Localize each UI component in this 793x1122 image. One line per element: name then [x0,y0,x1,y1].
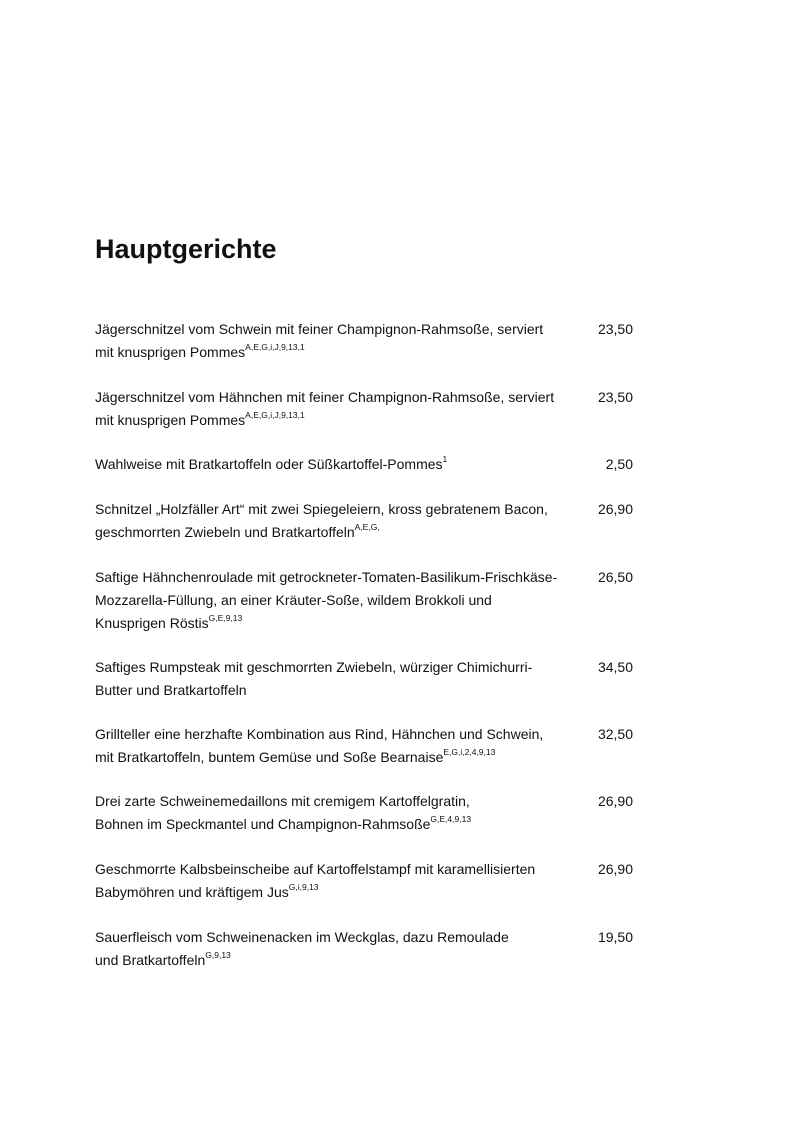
allergen-codes: A,E,G,i,J,9,13,1 [245,342,305,353]
item-description-line: Wahlweise mit Bratkartoffeln oder Süßkartoffel-Pommes$^1$ [95,454,448,472]
item-description [95,318,585,364]
item-description-line: Jägerschnitzel vom Schwein mit feiner Champignon-Rahmsoße, serviert [95,321,544,337]
item-description [95,566,585,635]
item-description-line: Sauerfleisch vom Schweinenacken im Weckglas, dazu Remoulade [95,929,509,945]
allergen-codes: G,9,13 [205,950,231,961]
item-price: 32,50 [597,726,633,742]
item-description [95,926,585,972]
item-price: 23,50 [597,321,633,337]
item-description-line: Schnitzel „Holzfäller Art“ mit zwei Spiegeleiern, kross gebratenem Bacon, [95,501,548,517]
item-description-line: Geschmorrte Kalbsbeinscheibe auf Kartoffelstampf mit karamellisierten [95,861,536,877]
item-price: 34,50 [597,659,633,675]
item-description [95,386,585,432]
allergen-codes: G,i,9,13 [288,882,319,893]
item-price: 2,50 [605,456,633,472]
item-description-line: mit knusprigen Pommes$^{A,E,G,i,J,9,13,1}$ [95,410,305,428]
item-description-line: Saftige Hähnchenroulade mit getrockneter-Tomaten-Basilikum-Frischkäse- [95,569,558,585]
allergen-codes: G,E,4,9,13 [430,814,472,825]
allergen-codes: E,G,i,2,4,9,13 [443,747,496,758]
item-price: 19,50 [597,929,633,945]
page-title: Hauptgerichte [95,234,277,264]
item-description-line: Drei zarte Schweinemedaillons mit cremigem Kartoffelgratin, [95,793,470,809]
allergen-codes: G,E,9,13 [208,613,243,624]
item-description-line: mit knusprigen Pommes$^{A,E,G,i,J,9,13,1}$ [95,342,305,360]
item-description-line: Mozzarella-Füllung, an einer Kräuter-Soße, wildem Brokkoli und [95,592,492,608]
item-description-line: Bohnen im Speckmantel und Champignon-Rahmsoße$^{G,E,4,9,13}$ [95,814,472,832]
item-description [95,723,585,769]
item-description [95,656,585,702]
item-description-line: Knusprigen Röstis$^{G,E,9,13}$ [95,613,243,631]
item-description-line: und Bratkartoffeln$^{G,9,13}$ [95,950,231,968]
item-description-line: Saftiges Rumpsteak mit geschmorrten Zwiebeln, würziger Chimichurri- [95,659,533,675]
item-description-line: Grillteller eine herzhafte Kombination aus Rind, Hähnchen und Schwein, [95,726,544,742]
allergen-codes: A,E,G, [354,522,380,533]
item-description [95,498,585,544]
item-description-line: Butter und Bratkartoffeln [95,682,247,698]
item-price: 26,90 [597,793,633,809]
item-description-line: Babymöhren und kräftigem Jus$^{G,i,9,13}$ [95,882,319,900]
item-description [95,858,585,904]
item-price: 26,90 [597,861,633,877]
allergen-codes: A,E,G,i,J,9,13,1 [245,410,305,421]
item-description-line: mit Bratkartoffeln, buntem Gemüse und Soße Bearnaise$^{E,G,i,2,4,9,13}$ [95,747,496,765]
item-description-line: geschmorrten Zwiebeln und Bratkartoffeln$^{A,E,G,}$ [95,522,380,540]
item-description-line: Jägerschnitzel vom Hähnchen mit feiner Champignon-Rahmsoße, serviert [95,389,555,405]
item-price: 26,90 [597,501,633,517]
item-price: 26,50 [597,569,633,585]
item-description [95,790,585,836]
allergen-codes: 1 [442,454,448,465]
item-description [95,453,585,476]
item-price: 23,50 [597,389,633,405]
